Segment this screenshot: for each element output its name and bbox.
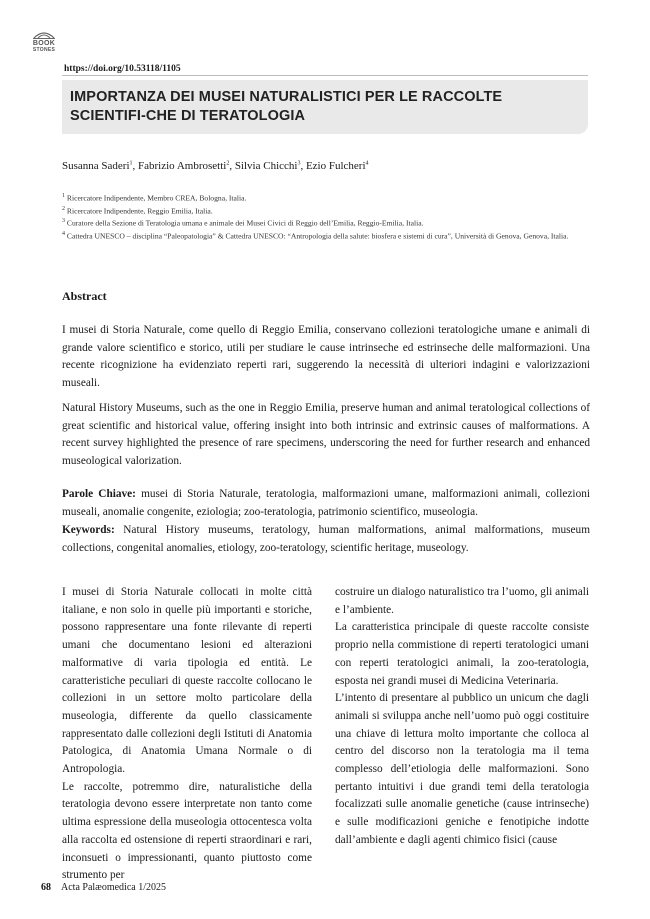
header-rule [62, 75, 588, 76]
body-paragraph: Le raccolte, potremmo dire, naturalistiche della teratologia devono essere interpretate non tanto come ultima espressione della museologia ottocentesca volta alla raccolta ed ostensione di reperti straordinari e rari, inconsueti o impressionanti, quanto piuttosto come strumento per [62, 780, 312, 882]
author: Silvia Chicchi$^3$ [234, 160, 301, 172]
abstract-english: Natural History Museums, such as the one in Reggio Emilia, preserve human and animal teratological collections of great scientific and historical value, offering insight into both intrinsic and extrinsic causes of malformations. A recent survey highlighted the presence of rare specimens, underscoring the need for further research and enhanced museological valorization. [62, 402, 590, 468]
book-stones-logo-icon [32, 26, 56, 40]
logo-text-line2: STONES [32, 47, 56, 53]
affiliation-list [62, 191, 590, 241]
page-number: 68 [41, 882, 51, 893]
page-footer [41, 882, 166, 893]
title-box [62, 80, 588, 134]
affiliation: $^1$ Ricercatore Indipendente, Membro CREA, Bologna, Italia. [62, 193, 247, 203]
body-paragraph: L’intento di presentare al pubblico un unicum che dagli animali si sviluppa anche nell’uomo può oggi costituire una chiave di lettura molto importante che colloca al centro del discorso non la teratologia ma il tema complesso dell’etiologia delle malformazioni. Sono pertanto intuitivi i due grandi temi della teratologia focalizzati sulle anomalie genetiche (cause intrinseche) e sulle modificazioni geniche e fenotipiche indotte dall’ambiente e dagli agenti chimico fisici (cause [335, 692, 589, 846]
paper-title: IMPORTANZA DEI MUSEI NATURALISTICI PER LE RACCOLTE SCIENTIFI-CHE DI TERATOLOGIA [70, 89, 503, 124]
logo-text-line1: BOOK [32, 40, 56, 47]
keywords-english [62, 522, 590, 557]
keywords-italian [62, 486, 590, 521]
keywords-english-text: Natural History museums, teratology, human malformations, animal malformations, museum collections, congenital anomalies, etiology, zoo-teratology, scientific heritage, museology. [62, 524, 590, 554]
affiliation: $^2$ Ricercatore Indipendente, Reggio Emilia, Italia. [62, 205, 213, 216]
doi-link[interactable]: https://doi.org/10.53118/1105 [64, 64, 181, 74]
journal-name: Acta Palæomedica 1/2025 [61, 882, 166, 893]
body-paragraph: I musei di Storia Naturale collocati in molte città italiane, e non solo in quelle più importanti e storiche, possono rappresentare una fonte rilevante di reperti umani che documentano lesioni ed alterazioni malformative di varia tipologia ed entità. Le caratteristiche peculiari di queste raccolte collocano le collezioni in un settore molto particolare della museologia, differente da quello classicamente rappresentato dalle collezioni degli Istituti di Anatomia Patologica, di Anatomia Umana Normale o di Antropologia. [62, 586, 312, 776]
publisher-logo [30, 26, 58, 53]
body-paragraph: costruire un dialogo naturalistico tra l’uomo, gli animali e l’ambiente. [335, 586, 589, 616]
body-paragraph: La caratteristica principale di queste raccolte consiste proprio nella commistione di reperti teratologici umani con reperti teratologici animali, la zoo-teratologia, esposta nei grandi musei di Medicina Veterinaria. [335, 621, 589, 687]
keywords-italian-label: Parole Chiave: [62, 488, 136, 500]
body-column-right [335, 584, 589, 850]
keywords-english-label: Keywords: [62, 524, 115, 536]
author: Ezio Fulcheri$^4$ [305, 160, 369, 172]
author: Fabrizio Ambrosetti$^2$ [138, 160, 230, 172]
abstract-italian: I musei di Storia Naturale, come quello di Reggio Emilia, conservano collezioni teratologiche umane e animali di grande valore scientifico e storico, utili per studiare le cause intrinseche ed estrinseche delle malformazioni. Una recente ricognizione ha evidenziato reperti rari, suggerendo la necessità di ulteriori indagini e valorizzazioni museali. [62, 324, 590, 390]
keywords-italian-text: musei di Storia Naturale, teratologia, malformazioni umane, malformazioni animali, collezioni museali, anomalie congenite, eziologia; zoo-teratologia, patrimonio scientifico, museologia. [62, 488, 591, 518]
body-column-left [62, 584, 312, 885]
abstract-heading: Abstract [62, 289, 107, 303]
affiliation: $^4$ Cattedra UNESCO – disciplina “Paleopatologia” & Cattedra UNESCO: “Antropologia della salute: biosfera e sistemi di cura”, Università di Genova, Genova, Italia. [62, 230, 569, 241]
author: Susanna Saderi$^1$ [62, 160, 133, 172]
affiliation: $^3$ Curatore della Sezione di Teratologia umana e animale dei Musei Civici di Reggio dell’Emilia, Reggio-Emilia, Italia. [62, 218, 424, 228]
author-list: Susanna Saderi$^1$, Fabrizio Ambrosetti$^2$, Silvia Chicchi$^3$, Ezio Fulcheri$^4$ [62, 160, 369, 172]
